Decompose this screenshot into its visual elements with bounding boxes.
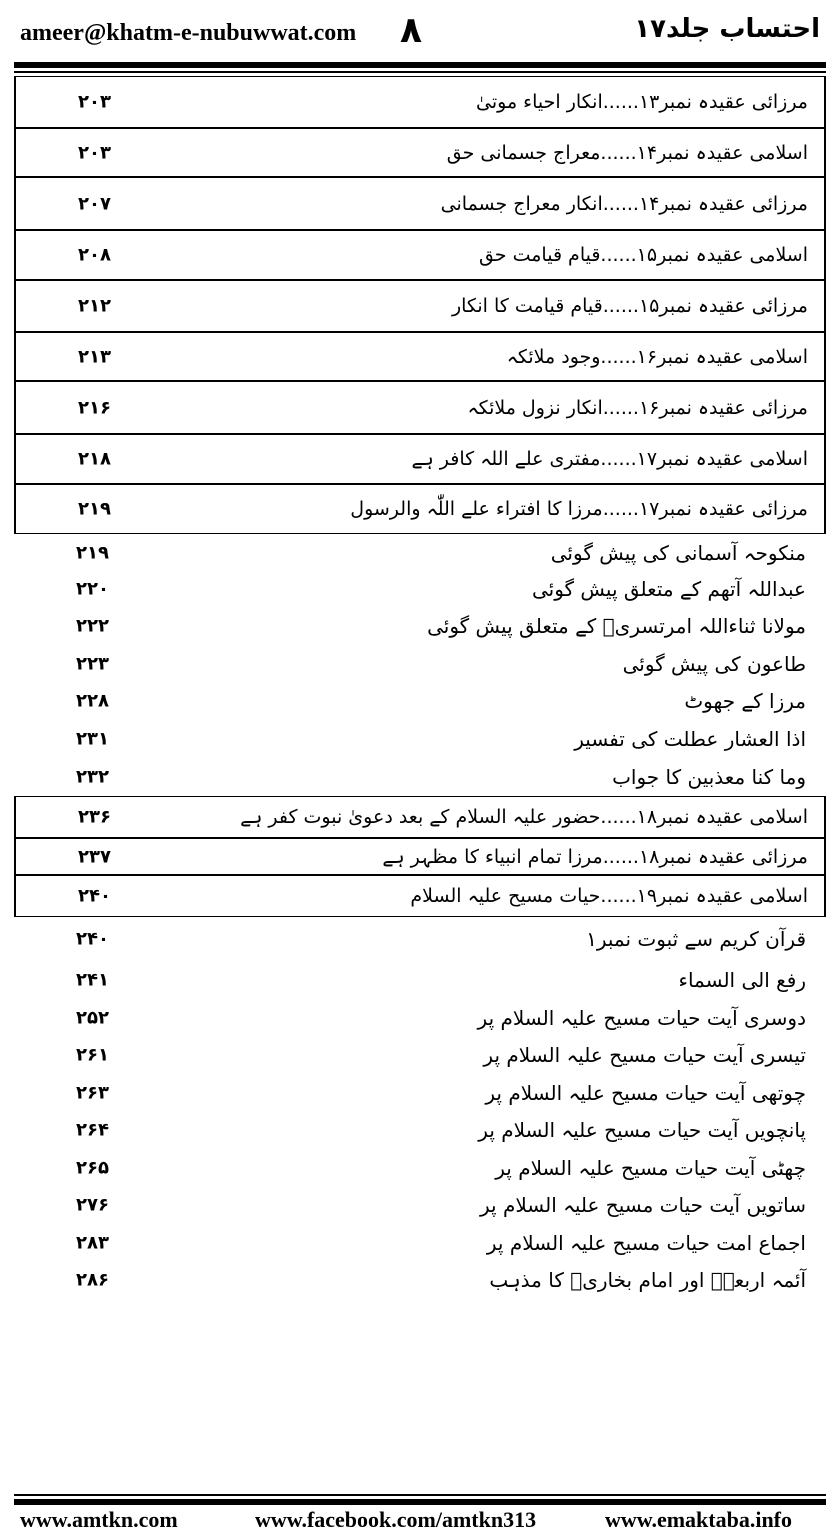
toc-entry-page: ۲۶۵ [76, 1157, 109, 1178]
toc-entry-page: ۲۸۶ [76, 1269, 109, 1290]
header-rule-thin [14, 71, 826, 73]
toc-entry-title: آئمہ اربعہؒ اور امام بخاریؒ کا مذہب [489, 1267, 806, 1292]
toc-entry-title: اسلامی عقیدہ نمبر۱۶......وجود ملائکہ [506, 345, 808, 368]
toc-row[interactable] [14, 720, 826, 758]
toc-entry-title: تیسری آیت حیات مسیح علیہ السلام پر [483, 1043, 806, 1067]
toc-entry-page: ۲۳۷ [78, 846, 111, 867]
toc-entry-title: رفع الی السماء [678, 968, 806, 992]
toc-entry-page: ۲۶۴ [76, 1119, 109, 1141]
toc-entry-page: ۲۱۸ [78, 448, 111, 470]
footer-link-facebook[interactable]: www.facebook.com/amtkn313 [255, 1507, 537, 1532]
toc-entry-page: ۲۲۰ [76, 578, 109, 600]
toc-row[interactable] [14, 1149, 826, 1186]
toc-entry-title: مرزائی عقیدہ نمبر۱۳......انکار احیاء موتیٰ [476, 91, 808, 113]
book-title: احتساب جلد۱۷ [634, 14, 820, 44]
toc-entry-title: منکوحہ آسمانی کی پیش گوئی [550, 540, 806, 565]
toc-entry-page: ۲۱۳ [78, 346, 111, 367]
toc-entry-page: ۲۴۰ [76, 928, 109, 950]
page-number: ٨ [400, 10, 422, 51]
toc-row[interactable] [14, 875, 826, 917]
toc-entry-page: ۲۲۳ [76, 653, 109, 674]
toc-entry-title: مرزائی عقیدہ نمبر۱۵......قیام قیامت کا انکار [451, 295, 808, 317]
toc-entry-title: اسلامی عقیدہ نمبر۱۷......مفتری علے اللہ کافر ہے [411, 448, 808, 470]
toc-entry-title: چھٹی آیت حیات مسیح علیہ السلام پر [495, 1155, 806, 1180]
toc-entry-page: ۲۴۱ [76, 969, 109, 991]
table-of-contents [14, 76, 826, 1298]
toc-entry-title: قرآن کریم سے ثبوت نمبر۱ [586, 927, 806, 951]
toc-entry-title: عبداللہ آتھم کے متعلق پیش گوئی [531, 577, 806, 601]
toc-row[interactable] [14, 1111, 826, 1149]
toc-row[interactable] [14, 758, 826, 796]
toc-entry-title: پانچویں آیت حیات مسیح علیہ السلام پر [478, 1118, 806, 1142]
toc-entry-title: مرزائی عقیدہ نمبر۱۶......انکار نزول ملائکہ [467, 396, 808, 419]
toc-row[interactable] [14, 1224, 826, 1261]
toc-row[interactable] [14, 999, 826, 1036]
toc-entry-page: ۲۳۲ [76, 766, 109, 788]
toc-row[interactable] [14, 607, 826, 645]
footer-rule-thin [14, 1494, 826, 1496]
toc-entry-page: ۲۱۶ [78, 397, 111, 418]
toc-entry-title: دوسری آیت حیات مسیح علیہ السلام پر [477, 1005, 806, 1030]
toc-row[interactable] [14, 76, 826, 128]
toc-entry-page: ۲۳۶ [78, 806, 111, 828]
toc-row[interactable] [14, 796, 826, 838]
toc-entry-title: ساتویں آیت حیات مسیح علیہ السلام پر [480, 1193, 806, 1217]
toc-entry-page: ۲۲۲ [76, 615, 109, 637]
toc-row[interactable] [14, 1186, 826, 1224]
page-footer [0, 1507, 840, 1537]
toc-row[interactable] [14, 484, 826, 534]
page-header [0, 0, 840, 70]
toc-row[interactable] [14, 434, 826, 484]
footer-rule-thick [14, 1499, 826, 1505]
toc-row[interactable] [14, 961, 826, 999]
toc-entry-title: مرزا کے جھوٹ [684, 689, 806, 713]
toc-row[interactable] [14, 280, 826, 332]
toc-entry-title: اذا العشار عطلت کی تفسیر [574, 727, 806, 751]
toc-entry-page: ۲۲۸ [76, 690, 109, 712]
toc-entry-title: اجماع امت حیات مسیح علیہ السلام پر [486, 1230, 806, 1255]
toc-row[interactable] [14, 128, 826, 177]
toc-row[interactable] [14, 230, 826, 280]
toc-entry-page: ۲۳۱ [76, 728, 109, 750]
toc-entry-title: اسلامی عقیدہ نمبر۱۸......حضور علیہ السلام کے بعد دعویٰ نبوت کفر ہے [240, 806, 808, 828]
toc-row[interactable] [14, 838, 826, 875]
toc-entry-page: ۲۰۷ [78, 193, 111, 214]
toc-row[interactable] [14, 1036, 826, 1074]
toc-entry-page: ۲۵۲ [76, 1007, 109, 1028]
toc-entry-page: ۲۶۳ [76, 1082, 109, 1103]
footer-link-amtkn[interactable]: www.amtkn.com [20, 1507, 178, 1532]
toc-row[interactable] [14, 571, 826, 607]
footer-link-emaktaba[interactable]: www.emaktaba.info [605, 1507, 793, 1532]
toc-entry-title: چوتھی آیت حیات مسیح علیہ السلام پر [485, 1080, 806, 1105]
toc-row[interactable] [14, 1074, 826, 1111]
toc-entry-page: ۲۰۸ [78, 244, 111, 266]
toc-row[interactable] [14, 534, 826, 571]
toc-entry-page: ۲۸۳ [76, 1232, 109, 1253]
toc-entry-page: ۲۴۰ [78, 885, 111, 907]
toc-entry-title: مرزائی عقیدہ نمبر۱۸......مرزا تمام انبیاء کا مظہر ہے [382, 845, 808, 868]
toc-entry-page: ۲۷۶ [76, 1194, 109, 1216]
toc-row[interactable] [14, 381, 826, 434]
toc-entry-title: اسلامی عقیدہ نمبر۱۵......قیام قیامت حق [478, 244, 808, 266]
toc-entry-title: مرزائی عقیدہ نمبر۱۷......مرزا کا افتراء علے اللّٰہ والرسول [350, 498, 808, 520]
toc-entry-title: مرزائی عقیدہ نمبر۱۴......انکار معراج جسمانی [440, 192, 808, 215]
toc-entry-page: ۲۰۳ [78, 142, 111, 163]
header-email: ameer@khatm-e-nubuwwat.com [20, 20, 357, 46]
toc-row[interactable] [14, 917, 826, 961]
toc-entry-page: ۲۱۹ [78, 498, 111, 520]
toc-row[interactable] [14, 332, 826, 381]
toc-entry-title: طاعون کی پیش گوئی [622, 651, 806, 676]
toc-entry-page: ۲۱۹ [76, 542, 109, 563]
toc-row[interactable] [14, 1261, 826, 1298]
toc-entry-title: اسلامی عقیدہ نمبر۱۹......حیات مسیح علیہ السلام [410, 885, 808, 907]
toc-entry-page: ۲۱۲ [78, 295, 111, 317]
toc-row[interactable] [14, 682, 826, 720]
toc-row[interactable] [14, 645, 826, 682]
header-rule-thick [14, 62, 826, 68]
toc-row[interactable] [14, 177, 826, 230]
toc-entry-title: اسلامی عقیدہ نمبر۱۴......معراج جسمانی حق [446, 141, 808, 164]
toc-entry-title: مولانا ثناءاللہ امرتسریؒ کے متعلق پیش گوئی [427, 614, 806, 638]
toc-entry-page: ۲۶۱ [76, 1044, 109, 1066]
toc-entry-title: وما کنا معذبین کا جواب [612, 765, 806, 789]
toc-entry-page: ۲۰۳ [78, 91, 111, 113]
